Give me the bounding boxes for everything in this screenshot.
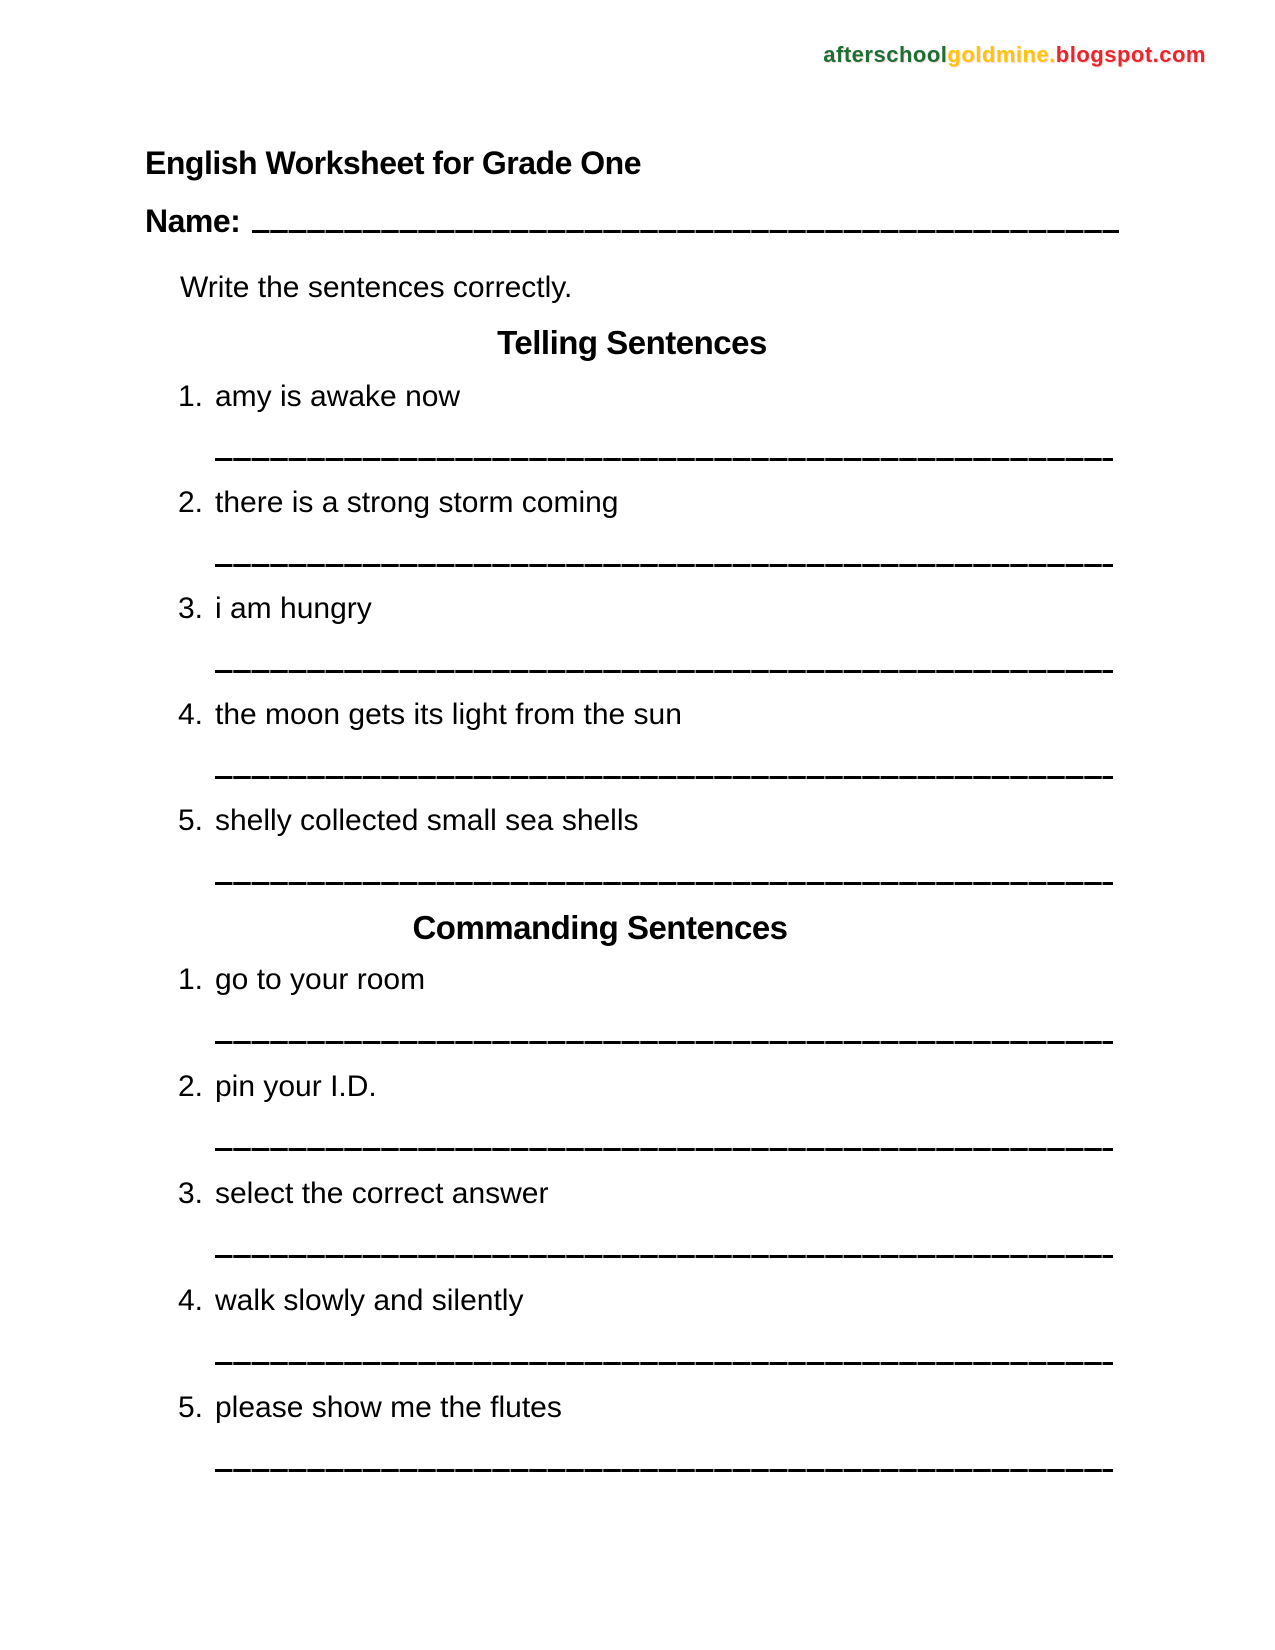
page-title: English Worksheet for Grade One <box>145 145 642 181</box>
list-item <box>145 486 1119 520</box>
section-telling-sentences <box>145 325 1119 885</box>
item-number: 4. <box>178 1284 204 1317</box>
list-item <box>145 963 1119 997</box>
instruction-text: Write the sentences correctly. <box>180 271 573 304</box>
answer-line <box>215 1362 1113 1365</box>
watermark-part-blogspot: blogspot.com <box>1055 42 1206 67</box>
answer-line <box>215 458 1113 461</box>
name-label: Name: <box>145 203 241 239</box>
section-commanding-sentences <box>145 910 1119 1472</box>
site-watermark <box>823 42 1206 68</box>
list-item <box>145 1284 1119 1318</box>
answer-line <box>215 1255 1113 1258</box>
item-number: 5. <box>178 1391 204 1424</box>
item-number: 3. <box>178 1177 204 1210</box>
item-number: 1. <box>178 963 204 996</box>
item-number: 4. <box>178 698 204 731</box>
item-text: select the correct answer <box>215 1177 549 1210</box>
list-item <box>145 1070 1119 1104</box>
list-item <box>145 592 1119 626</box>
item-number: 5. <box>178 804 204 837</box>
list-item <box>145 698 1119 732</box>
watermark-part-goldmine: goldmine. <box>947 42 1056 67</box>
answer-line <box>215 776 1113 779</box>
name-row <box>145 204 1119 238</box>
item-text: shelly collected small sea shells <box>215 804 639 837</box>
list-item <box>145 1391 1119 1425</box>
item-number: 3. <box>178 592 204 625</box>
list-item <box>145 380 1119 414</box>
answer-line <box>215 670 1113 673</box>
section-heading: Commanding Sentences <box>412 909 788 946</box>
watermark-part-afterschool: afterschool <box>823 42 948 67</box>
section-heading: Telling Sentences <box>497 324 767 361</box>
item-text: amy is awake now <box>215 380 461 413</box>
answer-line <box>215 1469 1113 1472</box>
answer-line <box>215 564 1113 567</box>
item-number: 2. <box>178 486 204 519</box>
name-blank-line <box>252 230 1119 233</box>
item-number: 1. <box>178 380 204 413</box>
answer-line <box>215 882 1113 885</box>
answer-line <box>215 1148 1113 1151</box>
list-item <box>145 804 1119 838</box>
answer-line <box>215 1041 1113 1044</box>
item-text: there is a strong storm coming <box>215 486 619 519</box>
list-item <box>145 1177 1119 1211</box>
item-text: walk slowly and silently <box>215 1284 524 1317</box>
item-text: i am hungry <box>215 592 372 625</box>
item-text: pin your I.D. <box>215 1070 377 1103</box>
item-text: go to your room <box>215 963 426 996</box>
item-text: the moon gets its light from the sun <box>215 698 682 731</box>
item-number: 2. <box>178 1070 204 1103</box>
item-text: please show me the flutes <box>215 1391 562 1424</box>
